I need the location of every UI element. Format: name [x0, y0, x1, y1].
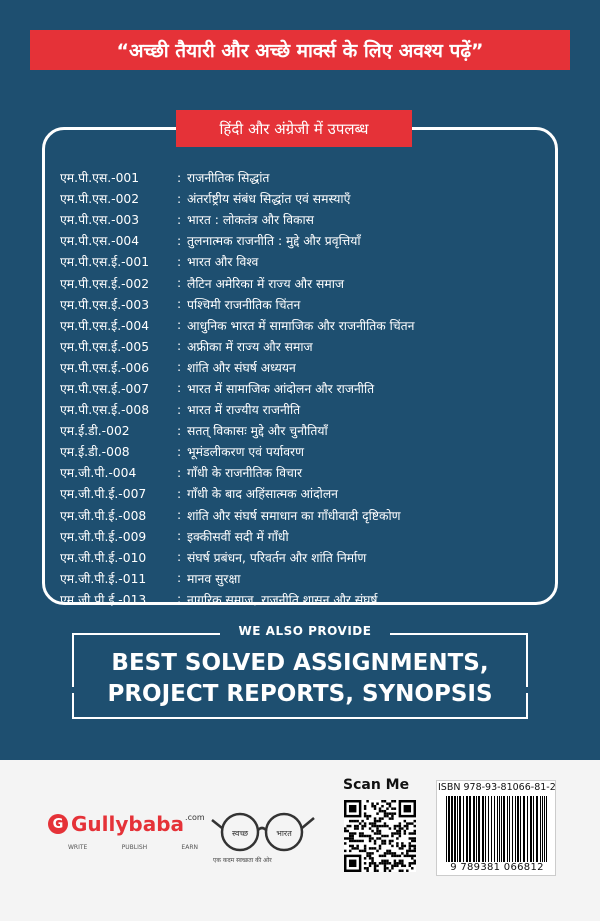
- course-name: मानव सुरक्षा: [187, 571, 241, 586]
- slogan-banner: [30, 30, 570, 70]
- course-name: इक्कीसवीं सदी में गाँधी: [187, 529, 289, 544]
- course-name: भारत में राज्यीय राजनीति: [187, 403, 301, 418]
- course-separator: :: [177, 486, 182, 501]
- logo-brand-name: Gullybaba: [71, 812, 185, 836]
- course-item: [60, 399, 550, 420]
- tagline-write: WRITE: [68, 844, 88, 851]
- course-item: [60, 378, 550, 399]
- swachh-right-text: भारत: [276, 829, 292, 838]
- course-separator: :: [177, 381, 182, 396]
- course-name: आधुनिक भारत में सामाजिक और राजनीतिक चिंतन: [187, 318, 415, 333]
- course-code: एम.पी.एस.ई.-003: [60, 297, 150, 312]
- slogan-text: “अच्छी तैयारी और अच्छे मार्क्स के लिए अवश्य पढ़ें”: [116, 40, 484, 62]
- course-name: शांति और संघर्ष अध्ययन: [187, 360, 296, 375]
- provide-line-2: PROJECT REPORTS, SYNOPSIS: [107, 681, 493, 707]
- course-code: एम.जी.पी.-004: [60, 466, 137, 481]
- course-separator: :: [177, 444, 182, 459]
- provide-divider-left: [72, 633, 220, 635]
- course-separator: :: [177, 571, 182, 586]
- course-code: एम.पी.एस.ई.-006: [60, 360, 150, 375]
- course-code: एम.पी.एस.-003: [60, 213, 140, 228]
- course-item: [60, 209, 550, 230]
- course-name: तुलनात्मक राजनीति : मुद्दे और प्रवृत्तियाँ: [187, 234, 361, 249]
- course-name: नागरिक समाज, राजनीति शासन और संघर्ष: [187, 592, 378, 607]
- provide-heading: [72, 648, 528, 710]
- barcode-icon: [444, 796, 550, 862]
- course-item: [60, 568, 550, 589]
- course-name: शांति और संघर्ष समाधान का गाँधीवादी दृष्टिकोण: [187, 508, 401, 523]
- course-item: [60, 230, 550, 251]
- course-code: एम.पी.एस.ई.-007: [60, 381, 150, 396]
- course-item: [60, 167, 550, 188]
- course-item: [60, 462, 550, 483]
- course-name: लैटिन अमेरिका में राज्य और समाज: [187, 276, 344, 291]
- course-name: सतत् विकासः मुद्दे और चुनौतियाँ: [187, 424, 328, 439]
- course-code: एम.पी.एस.ई.-008: [60, 403, 150, 418]
- provide-label: WE ALSO PROVIDE: [238, 624, 372, 638]
- course-name: गाँधी के राजनीतिक विचार: [187, 466, 303, 481]
- course-name: संघर्ष प्रबंधन, परिवर्तन और शांति निर्माण: [187, 550, 367, 565]
- swachh-left-text: स्वच्छ: [231, 829, 249, 838]
- course-separator: :: [177, 423, 182, 438]
- course-name: गाँधी के बाद अहिंसात्मक आंदोलन: [187, 487, 338, 502]
- logo-g-icon: G: [48, 814, 68, 834]
- course-code: एम.पी.एस.ई.-005: [60, 339, 150, 354]
- course-separator: :: [177, 170, 182, 185]
- course-item: [60, 526, 550, 547]
- course-item: [60, 589, 550, 610]
- course-item: [60, 251, 550, 272]
- barcode-number: 9 789381 066812: [450, 862, 544, 873]
- course-code: एम.पी.एस.-002: [60, 192, 140, 207]
- course-code: एम.जी.पी.ई.-013: [60, 592, 147, 607]
- course-code: एम.जी.पी.ई.-011: [60, 571, 147, 586]
- logo-domain-suffix: .com: [185, 812, 205, 822]
- course-name: पश्चिमी राजनीतिक चिंतन: [187, 297, 301, 312]
- course-code: एम.जी.पी.ई.-007: [60, 487, 147, 502]
- swachh-bharat-glasses-icon: [210, 808, 320, 858]
- tagline-publish: PUBLISH: [121, 844, 148, 851]
- tagline-earn: EARN: [181, 844, 198, 851]
- course-separator: :: [177, 592, 182, 607]
- course-separator: :: [177, 339, 182, 354]
- course-separator: :: [177, 297, 182, 312]
- course-name: भूमंडलीकरण एवं पर्यावरण: [187, 445, 304, 460]
- course-code: एम.पी.एस.ई.-001: [60, 255, 150, 270]
- course-item: [60, 441, 550, 462]
- course-name: राजनीतिक सिद्धांत: [187, 171, 270, 186]
- course-name: अफ्रीका में राज्य और समाज: [187, 339, 313, 354]
- course-name: भारत और विश्व: [187, 255, 259, 270]
- course-item: [60, 505, 550, 526]
- course-item: [60, 336, 550, 357]
- course-code: एम.पी.एस.-001: [60, 171, 140, 186]
- course-separator: :: [177, 212, 182, 227]
- course-name: भारत में सामाजिक आंदोलन और राजनीति: [187, 381, 375, 396]
- course-code: एम.पी.एस.ई.-002: [60, 276, 150, 291]
- course-item: [60, 315, 550, 336]
- course-list: [60, 167, 550, 610]
- provide-line-1: BEST SOLVED ASSIGNMENTS,: [111, 650, 489, 676]
- course-code: एम.ई.डी.-002: [60, 424, 130, 439]
- course-code: एम.जी.पी.ई.-009: [60, 529, 147, 544]
- course-separator: :: [177, 254, 182, 269]
- course-list-title-text: हिंदी और अंग्रेजी में उपलब्ध: [219, 119, 369, 138]
- course-code: एम.पी.एस.ई.-004: [60, 318, 150, 333]
- course-item: [60, 357, 550, 378]
- course-list-title: [176, 110, 412, 147]
- course-separator: :: [177, 276, 182, 291]
- course-code: एम.जी.पी.ई.-008: [60, 508, 147, 523]
- course-separator: :: [177, 318, 182, 333]
- course-item: [60, 294, 550, 315]
- course-name: भारत : लोकतंत्र और विकास: [187, 213, 314, 228]
- swachh-caption: एक कदम स्वच्छता की ओर: [213, 857, 272, 864]
- gullybaba-logo: [48, 812, 205, 836]
- course-separator: :: [177, 465, 182, 480]
- course-code: एम.ई.डी.-008: [60, 445, 130, 460]
- course-separator: :: [177, 360, 182, 375]
- course-separator: :: [177, 191, 182, 206]
- course-separator: :: [177, 402, 182, 417]
- isbn-label: ISBN 978-93-81066-81-2: [438, 782, 556, 793]
- course-name: अंतर्राष्ट्रीय संबंध सिद्धांत एवं समस्याएँ: [187, 192, 351, 207]
- scan-me-label: Scan Me: [343, 777, 410, 793]
- course-item: [60, 547, 550, 568]
- qr-code-icon: [344, 800, 416, 872]
- course-separator: :: [177, 508, 182, 523]
- course-item: [60, 272, 550, 293]
- course-separator: :: [177, 550, 182, 565]
- course-item: [60, 483, 550, 504]
- course-item: [60, 420, 550, 441]
- course-code: एम.जी.पी.ई.-010: [60, 550, 147, 565]
- provide-divider-right: [390, 633, 528, 635]
- course-code: एम.पी.एस.-004: [60, 234, 140, 249]
- logo-tagline: [68, 844, 198, 851]
- course-separator: :: [177, 529, 182, 544]
- course-separator: :: [177, 233, 182, 248]
- course-item: [60, 188, 550, 209]
